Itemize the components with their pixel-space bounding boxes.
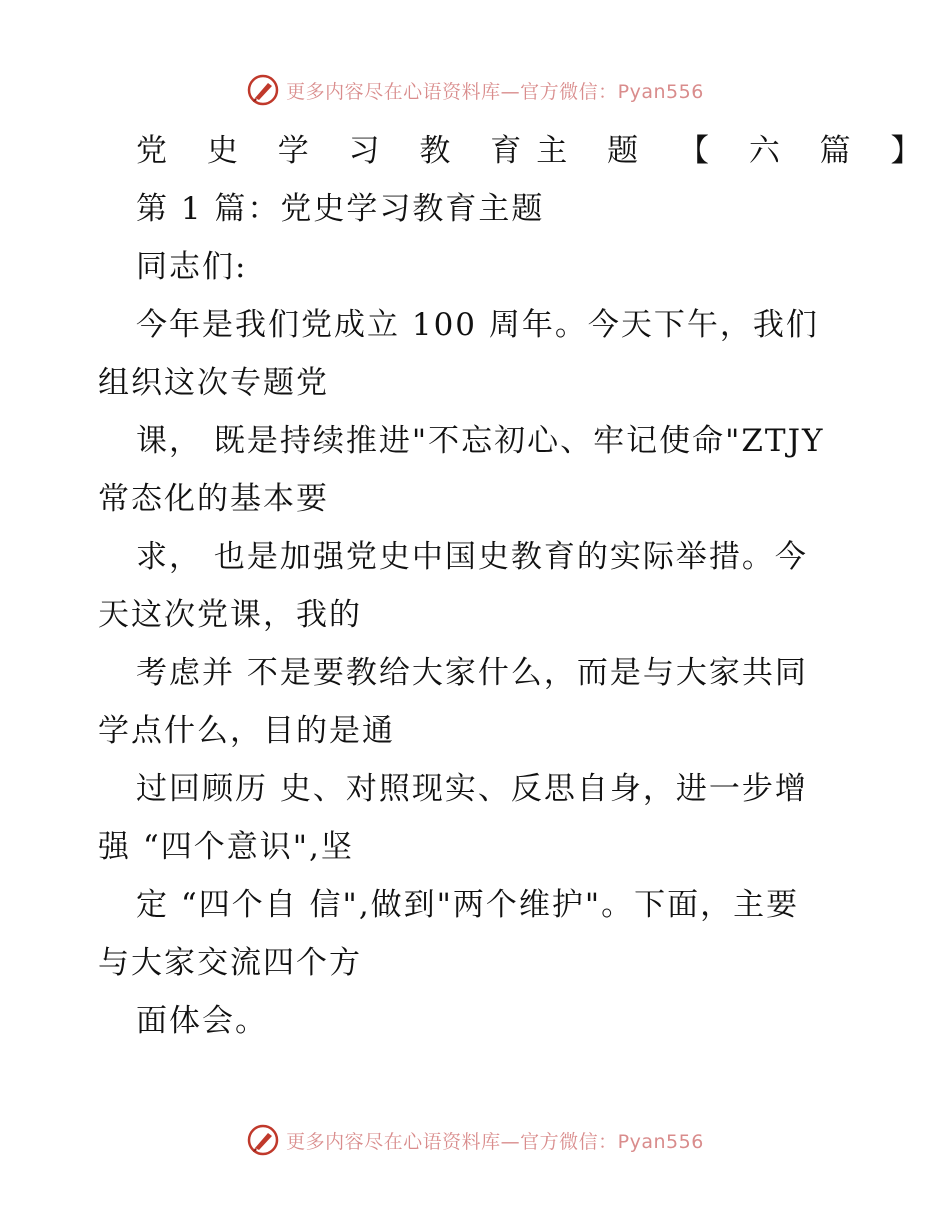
pen-logo-icon: [246, 1123, 280, 1157]
text-line: 面体会。: [136, 1003, 268, 1039]
document-subtitle: 第 1 篇：党史学习教育主题: [136, 191, 545, 227]
banner-text: 更多内容尽在心语资料库—官方微信：Pyan556: [286, 1130, 704, 1153]
banner-text: 更多内容尽在心语资料库—官方微信：Pyan556: [286, 80, 704, 103]
text-line: 天这次党课，我的: [98, 597, 362, 633]
text-line: 今年是我们党成立 100 周年。今天下午，我们: [136, 307, 819, 343]
header-banner: [0, 70, 950, 110]
text-line: 同志们:: [136, 249, 248, 285]
text-line: 过回顾历 史、对照现实、反思自身，进一步增: [136, 771, 808, 807]
text-line: 课， 既是持续推进"不忘初心、牢记使命"ZTJY: [136, 423, 825, 459]
document-body: [98, 122, 937, 1050]
text-line: 与大家交流四个方: [98, 945, 362, 981]
banner-inner: [246, 73, 704, 107]
text-line: 常态化的基本要: [98, 481, 329, 517]
text-line: 组织这次专题党: [98, 365, 329, 401]
text-line: 强 “四个意识",坚: [98, 829, 354, 865]
banner-inner: [246, 1123, 704, 1157]
document-title: 党 史 学 习 教 育主 题 【 六 篇 】: [136, 133, 937, 169]
text-line: 定 “四个自 信",做到"两个维护"。下面，主要: [136, 887, 800, 923]
text-line: 求， 也是加强党史中国史教育的实际举措。今: [136, 539, 808, 575]
text-line: 学点什么，目的是通: [98, 713, 395, 749]
footer-banner: [0, 1120, 950, 1160]
pen-logo-icon: [246, 73, 280, 107]
text-line: 考虑并 不是要教给大家什么，而是与大家共同: [136, 655, 808, 691]
